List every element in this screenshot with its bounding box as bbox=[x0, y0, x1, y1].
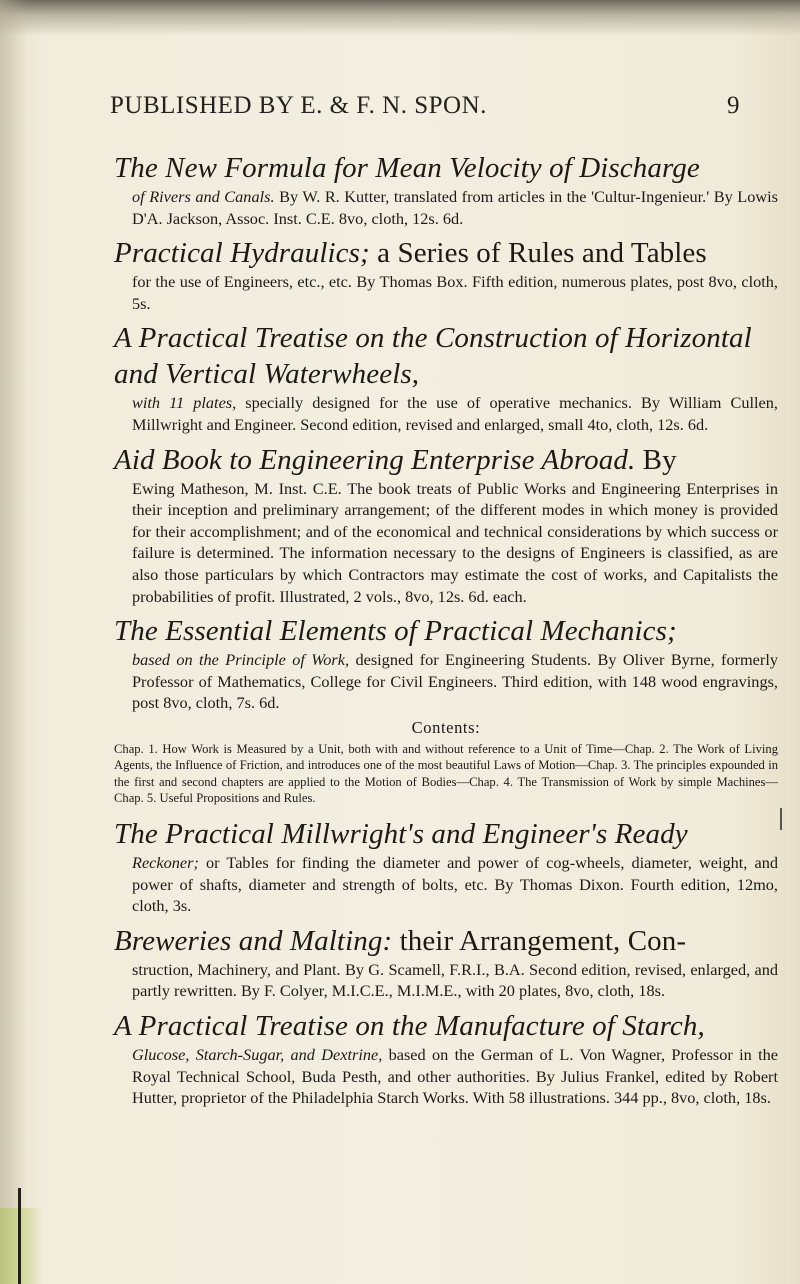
entry-title: Practical Hydraulics; bbox=[114, 237, 370, 270]
entry-description bbox=[132, 186, 778, 229]
entry-title-line bbox=[114, 235, 778, 271]
catalogue-entry bbox=[114, 150, 778, 229]
entry-title-rest: a Series of Rules and Tables bbox=[377, 237, 707, 270]
entry-subtitle: based on the Principle of Work, bbox=[132, 650, 350, 670]
entry-title: The Essential Elements of Practical Mechanics; bbox=[114, 615, 677, 648]
entry-title: Breweries and Malting: bbox=[114, 924, 393, 957]
entry-subtitle: Glucose, Starch-Sugar, and Dextrine, bbox=[132, 1045, 383, 1065]
catalogue-entry bbox=[114, 816, 778, 917]
entry-text: for the use of Engineers, etc., etc. By Thomas Box. Fifth edition, numerous plates, post 8vo, cloth, 5s. bbox=[132, 272, 778, 313]
entry-title: Aid Book to Engineering Enterprise Abroad. bbox=[114, 443, 636, 476]
entry-title-line bbox=[114, 923, 778, 959]
entry-text: specially designed for the use of operative mechanics. By William Cullen, Millwright and Engineer. Second edition, revised and enlarged, small 4to, cloth, 12s. 6d. bbox=[132, 393, 778, 434]
entry-text: By W. R. Kutter, translated from articles in the 'Cultur-Ingenieur.' By Lowis D'A. Jackson, Assoc. Inst. C.E. 8vo, cloth, 12s. 6d. bbox=[132, 187, 778, 228]
entry-text: designed for Engineering Students. By Oliver Byrne, formerly Professor of Mathematics, College for Civil Engineers. Third edition, with 148 wood engravings, post 8vo, cloth, 7s. 6d. bbox=[132, 650, 778, 713]
entry-text: Ewing Matheson, M. Inst. C.E. The book treats of Public Works and Engineering Enterprises in their inception and preliminary arrangement; of the different modes in which money is provided for their accomplishment; and of the economical and technical considerations by which success or failure is determined. The information necessary to the designs of Engineers is classified, as are also those particulars by which Contractors may estimate the cost of works, and Capitalists the probabilities of profit. Illustrated, 2 vols., 8vo, 12s. 6d. each. bbox=[132, 478, 778, 606]
entry-text: or Tables for finding the diameter and power of cog-wheels, diameter, weight, and power of shafts, diameter and strength of bolts, etc. By Thomas Dixon. Fourth edition, 12mo, cloth, 3s. bbox=[132, 853, 778, 916]
entry-subtitle: Reckoner; bbox=[132, 853, 199, 873]
page-top-shadow bbox=[0, 0, 800, 36]
entry-subtitle: of Rivers and Canals. bbox=[132, 187, 275, 206]
entry-title-rest: By bbox=[642, 443, 677, 476]
entry-title: The Practical Millwright's and Engineer's Ready bbox=[114, 818, 688, 851]
catalogue-entry bbox=[114, 442, 778, 608]
contents-heading: Contents: bbox=[411, 717, 481, 737]
running-header-title: PUBLISHED BY E. & F. N. SPON. bbox=[110, 92, 487, 119]
entry-title-rest: their Arrangement, Con- bbox=[399, 924, 687, 957]
entry-description bbox=[132, 1044, 778, 1109]
entry-title-line bbox=[114, 442, 778, 478]
entry-title: A Practical Treatise on the Manufacture of Starch, bbox=[114, 1010, 705, 1043]
catalogue-entry bbox=[114, 1008, 778, 1109]
catalogue-listing bbox=[114, 150, 778, 1115]
catalogue-entry bbox=[114, 320, 778, 435]
entry-title: The New Formula for Mean Velocity of Discharge bbox=[114, 152, 700, 184]
entry-title: A Practical Treatise on the Construction of Horizontal and Vertical Waterwheels, bbox=[114, 322, 752, 391]
entry-description bbox=[132, 392, 778, 435]
entry-subtitle: with 11 plates, bbox=[132, 393, 237, 413]
entry-text: struction, Machinery, and Plant. By G. Scamell, F.R.I., B.A. Second edition, revised, enlarged, and partly rewritten. By F. Colyer, M.I.C.E., M.I.M.E., with 20 plates, 8vo, cloth, 18s. bbox=[132, 959, 778, 1001]
page-binding-shadow bbox=[0, 0, 28, 1284]
margin-mark bbox=[780, 808, 782, 830]
catalogue-entry bbox=[114, 235, 778, 314]
color-strip-marker bbox=[0, 1208, 42, 1284]
entry-text: based on the German of L. Von Wagner, Professor in the Royal Technical School, Buda Pesth, and other authorities. By Julius Frankel, edited by Robert Hutter, proprietor of the Philadelphia Starch Works. With 58 illustrations. 344 pp., 8vo, cloth, 18s. bbox=[132, 1045, 778, 1108]
catalogue-entry bbox=[114, 613, 778, 806]
catalogue-entry bbox=[114, 923, 778, 1002]
contents-list: Chap. 1. How Work is Measured by a Unit, both with and without reference to a Unit of Time—Chap. 2. The Work of Living Agents, the Influence of Friction, and introduces one of the most beautiful Laws of Motion—Chap. 3. The principles expounded in the first and second chapters are applied to the Motion of Bodies—Chap. 4. The Transmission of Work by simple Machines—Chap. 5. Useful Propositions and Rules. bbox=[114, 741, 778, 805]
page-number: 9 bbox=[727, 92, 740, 119]
entry-description bbox=[132, 649, 778, 714]
entry-description bbox=[132, 852, 778, 917]
